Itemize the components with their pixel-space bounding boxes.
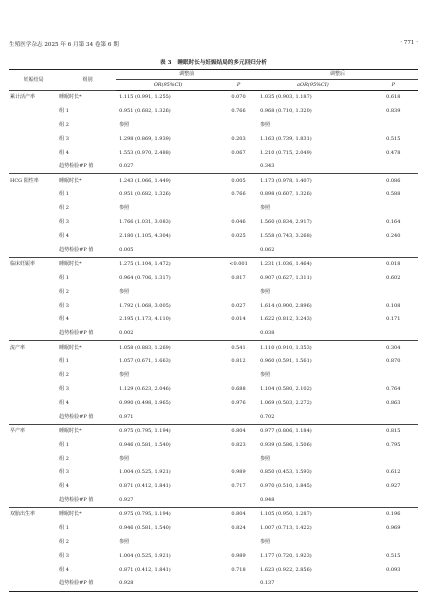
ap-value bbox=[369, 327, 418, 341]
outcome-label: HCG 阳性率 bbox=[9, 174, 57, 188]
group-label: 组 1 bbox=[59, 191, 69, 198]
p-value: 0.976 bbox=[231, 399, 246, 406]
group-label: 组 2 bbox=[59, 538, 69, 545]
aor-value: 0.960 (0.591, 1.561) bbox=[260, 358, 312, 365]
or-value: 参照 bbox=[119, 121, 130, 128]
or-value: 参照 bbox=[119, 288, 130, 295]
aor-value: 0.038 bbox=[260, 330, 275, 337]
or-value: 0.927 bbox=[119, 496, 134, 503]
header-outcome: 妊娠结局 bbox=[9, 70, 57, 91]
ap-value bbox=[369, 452, 418, 466]
group-label: 组 1 bbox=[59, 358, 69, 365]
aor-value: 0.062 bbox=[260, 246, 275, 253]
outcome-cell-empty bbox=[9, 160, 57, 174]
aor-value: 0.850 (0.453, 1.593) bbox=[260, 469, 312, 476]
or-value: 2.180 (1.105, 4.304) bbox=[119, 233, 171, 240]
ap-value: 0.086 bbox=[369, 174, 418, 188]
group-label: 组 2 bbox=[59, 121, 69, 128]
aor-value: 1.614 (0.900, 2.896) bbox=[260, 302, 312, 309]
ap-value: 0.764 bbox=[386, 385, 401, 392]
outcome-cell-empty bbox=[9, 216, 57, 230]
p-value bbox=[220, 202, 257, 216]
or-value: 1.129 (0.623, 2.046) bbox=[119, 385, 171, 392]
ap-value: 0.969 bbox=[386, 525, 401, 532]
outcome-cell-empty bbox=[9, 577, 57, 591]
table-row bbox=[9, 383, 418, 397]
or-value: 1.004 (0.525, 1.921) bbox=[119, 552, 171, 559]
p-value bbox=[220, 536, 257, 550]
or-value: 0.990 (0.498, 1.965) bbox=[119, 399, 171, 406]
group-label: 趋势检验#P 值 bbox=[57, 577, 116, 591]
aor-value: 1.177 (0.720, 1.923) bbox=[260, 552, 312, 559]
table-row bbox=[9, 466, 418, 480]
aor-value: 1.069 (0.503, 2.272) bbox=[260, 399, 312, 406]
outcome-cell-empty bbox=[9, 313, 57, 327]
or-value: 0.975 (0.795, 1.194) bbox=[116, 424, 220, 438]
or-value: 0.005 bbox=[119, 246, 134, 253]
group-label: 组 2 bbox=[59, 288, 69, 295]
aor-value: 1.210 (0.715, 2.049) bbox=[260, 149, 312, 156]
aor-value: 1.105 (0.950, 1.287) bbox=[257, 508, 368, 522]
ap-value: 0.171 bbox=[386, 316, 401, 323]
or-value: 参照 bbox=[119, 455, 130, 462]
aor-value: 1.623 (0.922, 2.856) bbox=[260, 566, 312, 573]
outcome-cell-empty bbox=[9, 563, 57, 577]
group-label: 组 1 bbox=[59, 274, 69, 281]
or-value: 2.195 (1.173, 4.110) bbox=[119, 316, 171, 323]
table-row bbox=[9, 494, 418, 508]
ap-value bbox=[369, 410, 418, 424]
group-label: 睡眠时长* bbox=[57, 174, 116, 188]
or-value: 0.971 bbox=[119, 413, 134, 420]
outcome-cell-empty bbox=[9, 202, 57, 216]
table-row bbox=[9, 243, 418, 257]
ap-value: 0.196 bbox=[369, 508, 418, 522]
table-row bbox=[9, 341, 418, 355]
or-value: 0.002 bbox=[119, 330, 134, 337]
p-value: 0.812 bbox=[231, 358, 246, 365]
table-row bbox=[9, 118, 418, 132]
ap-value bbox=[369, 202, 418, 216]
ap-value bbox=[369, 494, 418, 508]
outcome-label: 双胎出生率 bbox=[9, 508, 57, 522]
or-value: 0.964 (0.706, 1.317) bbox=[119, 274, 171, 281]
outcome-cell-empty bbox=[9, 410, 57, 424]
table-row bbox=[9, 396, 418, 410]
group-label: 睡眠时长* bbox=[57, 508, 116, 522]
ap-value: 0.240 bbox=[386, 233, 401, 240]
aor-value: 0.977 (0.806, 1.184) bbox=[257, 424, 368, 438]
group-label: 组 4 bbox=[59, 399, 69, 406]
outcome-cell-empty bbox=[9, 327, 57, 341]
ap-value: 0.815 bbox=[369, 424, 418, 438]
table-row bbox=[9, 299, 418, 313]
or-value: 0.027 bbox=[119, 163, 134, 170]
ap-value: 0.795 bbox=[386, 441, 401, 448]
ap-value: 0.018 bbox=[369, 257, 418, 271]
p-value: 0.688 bbox=[231, 385, 246, 392]
table-row bbox=[9, 327, 418, 341]
group-label: 组 3 bbox=[59, 552, 69, 559]
outcome-cell-empty bbox=[9, 104, 57, 118]
table-number: 表 3 bbox=[160, 60, 172, 66]
aor-value: 0.343 bbox=[260, 163, 275, 170]
ap-value bbox=[369, 160, 418, 174]
ap-value bbox=[369, 285, 418, 299]
p-value: 0.027 bbox=[231, 302, 246, 309]
or-value: 1.766 (1.031, 3.083) bbox=[119, 219, 171, 226]
p-value: 0.014 bbox=[231, 316, 246, 323]
group-label: 组 2 bbox=[59, 372, 69, 379]
outcome-cell-empty bbox=[9, 396, 57, 410]
group-label: 睡眠时长* bbox=[57, 424, 116, 438]
table-body bbox=[9, 91, 418, 592]
group-label: 组 3 bbox=[59, 385, 69, 392]
group-label: 组 3 bbox=[59, 219, 69, 226]
table-row bbox=[9, 508, 418, 522]
aor-value: 参照 bbox=[260, 288, 271, 295]
outcome-label: 累计活产率 bbox=[9, 91, 57, 105]
table-row bbox=[9, 216, 418, 230]
ap-value bbox=[369, 118, 418, 132]
aor-value: 0.968 (0.710, 1.320) bbox=[260, 107, 312, 114]
ap-value: 0.612 bbox=[386, 469, 401, 476]
aor-value: 参照 bbox=[260, 455, 271, 462]
p-value: 0.989 bbox=[231, 469, 246, 476]
p-value bbox=[220, 160, 257, 174]
p-value: 0.823 bbox=[231, 441, 246, 448]
ap-value: 0.588 bbox=[386, 191, 401, 198]
aor-value: 0.948 bbox=[260, 496, 275, 503]
table-row bbox=[9, 132, 418, 146]
outcome-cell-empty bbox=[9, 536, 57, 550]
p-value: 0.070 bbox=[220, 91, 257, 105]
or-value: 1.792 (1.068, 3.005) bbox=[119, 302, 171, 309]
p-value: 0.005 bbox=[220, 174, 257, 188]
ap-value: 0.927 bbox=[386, 483, 401, 490]
ap-value bbox=[369, 369, 418, 383]
group-label: 组 1 bbox=[59, 525, 69, 532]
group-label: 组 3 bbox=[59, 135, 69, 142]
aor-value: 0.898 (0.607, 1.326) bbox=[260, 191, 312, 198]
table-row bbox=[9, 536, 418, 550]
table-row bbox=[9, 452, 418, 466]
p-value bbox=[220, 577, 257, 591]
p-value bbox=[220, 410, 257, 424]
or-value: 1.275 (1.104, 1.472) bbox=[116, 257, 220, 271]
outcome-cell-empty bbox=[9, 466, 57, 480]
table-row bbox=[9, 480, 418, 494]
outcome-cell-empty bbox=[9, 271, 57, 285]
group-label: 睡眠时长* bbox=[57, 341, 116, 355]
table-row bbox=[9, 271, 418, 285]
or-value: 0.871 (0.412, 1.841) bbox=[119, 483, 171, 490]
ap-value: 0.108 bbox=[386, 302, 401, 309]
header-ap: P bbox=[369, 80, 418, 91]
ap-value: 0.304 bbox=[369, 341, 418, 355]
header-group: 组别 bbox=[57, 70, 116, 91]
outcome-cell-empty bbox=[9, 285, 57, 299]
outcome-cell-empty bbox=[9, 230, 57, 244]
aor-value: 参照 bbox=[260, 538, 271, 545]
group-label: 组 2 bbox=[59, 205, 69, 212]
ap-value: 0.618 bbox=[369, 91, 418, 105]
p-value: 0.067 bbox=[231, 149, 246, 156]
aor-value: 1.622 (0.812, 3.243) bbox=[260, 316, 312, 323]
aor-value: 1.560 (0.834, 2.917) bbox=[260, 219, 312, 226]
outcome-label: 流产率 bbox=[9, 341, 57, 355]
table-row bbox=[9, 577, 418, 591]
ap-value: 0.602 bbox=[386, 274, 401, 281]
outcome-cell-empty bbox=[9, 188, 57, 202]
outcome-cell-empty bbox=[9, 452, 57, 466]
ap-value: 0.093 bbox=[386, 566, 401, 573]
p-value: 0.718 bbox=[231, 566, 246, 573]
table-row bbox=[9, 563, 418, 577]
table-row bbox=[9, 410, 418, 424]
group-label: 趋势检验#P 值 bbox=[59, 330, 94, 337]
or-value: 参照 bbox=[119, 205, 130, 212]
or-value: 参照 bbox=[119, 372, 130, 379]
p-value bbox=[220, 243, 257, 257]
p-value: 0.804 bbox=[220, 508, 257, 522]
p-value: 0.203 bbox=[231, 135, 246, 142]
aor-value: 1.035 (0.903, 1.187) bbox=[257, 91, 368, 105]
group-label: 组 4 bbox=[59, 566, 69, 573]
regression-table bbox=[9, 69, 418, 592]
aor-value: 0.137 bbox=[257, 577, 368, 591]
or-value: 参照 bbox=[119, 538, 130, 545]
outcome-cell-empty bbox=[9, 494, 57, 508]
p-value bbox=[220, 369, 257, 383]
table-row bbox=[9, 355, 418, 369]
ap-value: 0.839 bbox=[386, 107, 401, 114]
header-adj-after: 调整后 bbox=[257, 70, 418, 80]
group-label: 睡眠时长* bbox=[57, 91, 116, 105]
group-label: 组 4 bbox=[59, 483, 69, 490]
aor-value: 1.007 (0.713, 1.422) bbox=[260, 525, 312, 532]
group-label: 趋势检验#P 值 bbox=[59, 496, 94, 503]
table-row bbox=[9, 438, 418, 452]
aor-value: 1.104 (0.580, 2.102) bbox=[260, 385, 312, 392]
aor-value: 1.231 (1.036, 1.464) bbox=[257, 257, 368, 271]
outcome-cell-empty bbox=[9, 146, 57, 160]
outcome-cell-empty bbox=[9, 132, 57, 146]
or-value: 1.057 (0.671, 1.663) bbox=[119, 358, 171, 365]
table-title: 睡眠时长与妊娠结局的多元回归分析 bbox=[177, 60, 267, 66]
p-value: 0.804 bbox=[220, 424, 257, 438]
header-or: OR(95%CI) bbox=[116, 80, 220, 91]
or-value: 1.298 (0.869, 1.939) bbox=[119, 135, 171, 142]
outcome-cell-empty bbox=[9, 243, 57, 257]
p-value: 0.989 bbox=[231, 552, 246, 559]
p-value: 0.817 bbox=[231, 274, 246, 281]
page-header bbox=[9, 40, 418, 52]
group-label: 组 2 bbox=[59, 455, 69, 462]
p-value: 0.766 bbox=[231, 191, 246, 198]
group-label: 趋势检验#P 值 bbox=[59, 246, 94, 253]
outcome-cell-empty bbox=[9, 118, 57, 132]
aor-value: 0.939 (0.586, 1.506) bbox=[260, 441, 312, 448]
outcome-cell-empty bbox=[9, 383, 57, 397]
group-label: 组 3 bbox=[59, 302, 69, 309]
aor-value: 参照 bbox=[260, 205, 271, 212]
group-label: 组 1 bbox=[59, 441, 69, 448]
table-row bbox=[9, 313, 418, 327]
p-value bbox=[220, 118, 257, 132]
table-row bbox=[9, 424, 418, 438]
table-row bbox=[9, 230, 418, 244]
group-label: 趋势检验#P 值 bbox=[59, 413, 94, 420]
header-p: P bbox=[220, 80, 257, 91]
ap-value bbox=[369, 536, 418, 550]
aor-value: 1.558 (0.743, 3.268) bbox=[260, 233, 312, 240]
ap-value: 0.515 bbox=[386, 135, 401, 142]
p-value: 0.766 bbox=[231, 107, 246, 114]
outcome-cell-empty bbox=[9, 438, 57, 452]
or-value: 1.004 (0.525, 1.921) bbox=[119, 469, 171, 476]
page-number: · 771 · bbox=[400, 40, 418, 46]
table-row bbox=[9, 285, 418, 299]
group-label: 组 4 bbox=[59, 233, 69, 240]
p-value bbox=[220, 452, 257, 466]
ap-value: 0.515 bbox=[386, 552, 401, 559]
p-value: <0.001 bbox=[220, 257, 257, 271]
p-value bbox=[220, 494, 257, 508]
journal-title: 生殖医学杂志 2025 年 6 月第 34 卷第 6 期 bbox=[9, 42, 119, 48]
p-value: 0.025 bbox=[231, 233, 246, 240]
ap-value bbox=[369, 243, 418, 257]
group-label: 组 4 bbox=[59, 149, 69, 156]
or-value: 1.553 (0.970, 2.488) bbox=[119, 149, 171, 156]
or-value: 0.928 bbox=[116, 577, 220, 591]
aor-value: 0.702 bbox=[260, 413, 275, 420]
outcome-cell-empty bbox=[9, 299, 57, 313]
header-adj-before: 调整前 bbox=[116, 70, 257, 80]
group-label: 组 3 bbox=[59, 469, 69, 476]
p-value bbox=[220, 327, 257, 341]
ap-value: 0.870 bbox=[386, 358, 401, 365]
or-value: 0.951 (0.682, 1.326) bbox=[119, 107, 171, 114]
group-label: 睡眠时长* bbox=[57, 257, 116, 271]
table-row bbox=[9, 174, 418, 188]
or-value: 1.058 (0.883, 1.269) bbox=[116, 341, 220, 355]
or-value: 0.946 (0.581, 1.540) bbox=[119, 525, 171, 532]
aor-value: 参照 bbox=[260, 121, 271, 128]
p-value: 0.046 bbox=[231, 219, 246, 226]
p-value bbox=[220, 285, 257, 299]
aor-value: 1.173 (0.978, 1.407) bbox=[257, 174, 368, 188]
table-row bbox=[9, 369, 418, 383]
outcome-cell-empty bbox=[9, 480, 57, 494]
table-row bbox=[9, 188, 418, 202]
aor-value: 1.163 (0.739, 1.831) bbox=[260, 135, 312, 142]
group-label: 组 1 bbox=[59, 107, 69, 114]
or-value: 0.975 (0.795, 1.194) bbox=[116, 508, 220, 522]
group-label: 组 4 bbox=[59, 316, 69, 323]
aor-value: 0.970 (0.510, 1.845) bbox=[260, 483, 312, 490]
outcome-cell-empty bbox=[9, 549, 57, 563]
p-value: 0.824 bbox=[231, 525, 246, 532]
aor-value: 参照 bbox=[260, 372, 271, 379]
outcome-cell-empty bbox=[9, 369, 57, 383]
ap-value: 0.164 bbox=[386, 219, 401, 226]
header-aor: aOR(95%CI) bbox=[257, 80, 368, 91]
outcome-label: 早产率 bbox=[9, 424, 57, 438]
table-row bbox=[9, 160, 418, 174]
aor-value: 0.907 (0.627, 1.311) bbox=[260, 274, 312, 281]
ap-value: 0.863 bbox=[386, 399, 401, 406]
p-value: 0.717 bbox=[231, 483, 246, 490]
aor-value: 1.110 (0.910, 1.353) bbox=[257, 341, 368, 355]
table-caption bbox=[0, 58, 427, 66]
table-row bbox=[9, 522, 418, 536]
table-row bbox=[9, 91, 418, 105]
table-row bbox=[9, 104, 418, 118]
table-row bbox=[9, 202, 418, 216]
or-value: 0.951 (0.682, 1.326) bbox=[119, 191, 171, 198]
or-value: 0.946 (0.581, 1.540) bbox=[119, 441, 171, 448]
or-value: 1.115 (0.991, 1.255) bbox=[116, 91, 220, 105]
or-value: 1.243 (1.066, 1.449) bbox=[116, 174, 220, 188]
table-row bbox=[9, 257, 418, 271]
outcome-label: 临床妊娠率 bbox=[9, 257, 57, 271]
p-value: 0.541 bbox=[220, 341, 257, 355]
table-row bbox=[9, 146, 418, 160]
table-row bbox=[9, 549, 418, 563]
outcome-cell-empty bbox=[9, 355, 57, 369]
ap-value: 0.478 bbox=[386, 149, 401, 156]
outcome-cell-empty bbox=[9, 522, 57, 536]
group-label: 趋势检验#P 值 bbox=[59, 163, 94, 170]
ap-value bbox=[369, 577, 418, 591]
or-value: 0.871 (0.412, 1.841) bbox=[119, 566, 171, 573]
